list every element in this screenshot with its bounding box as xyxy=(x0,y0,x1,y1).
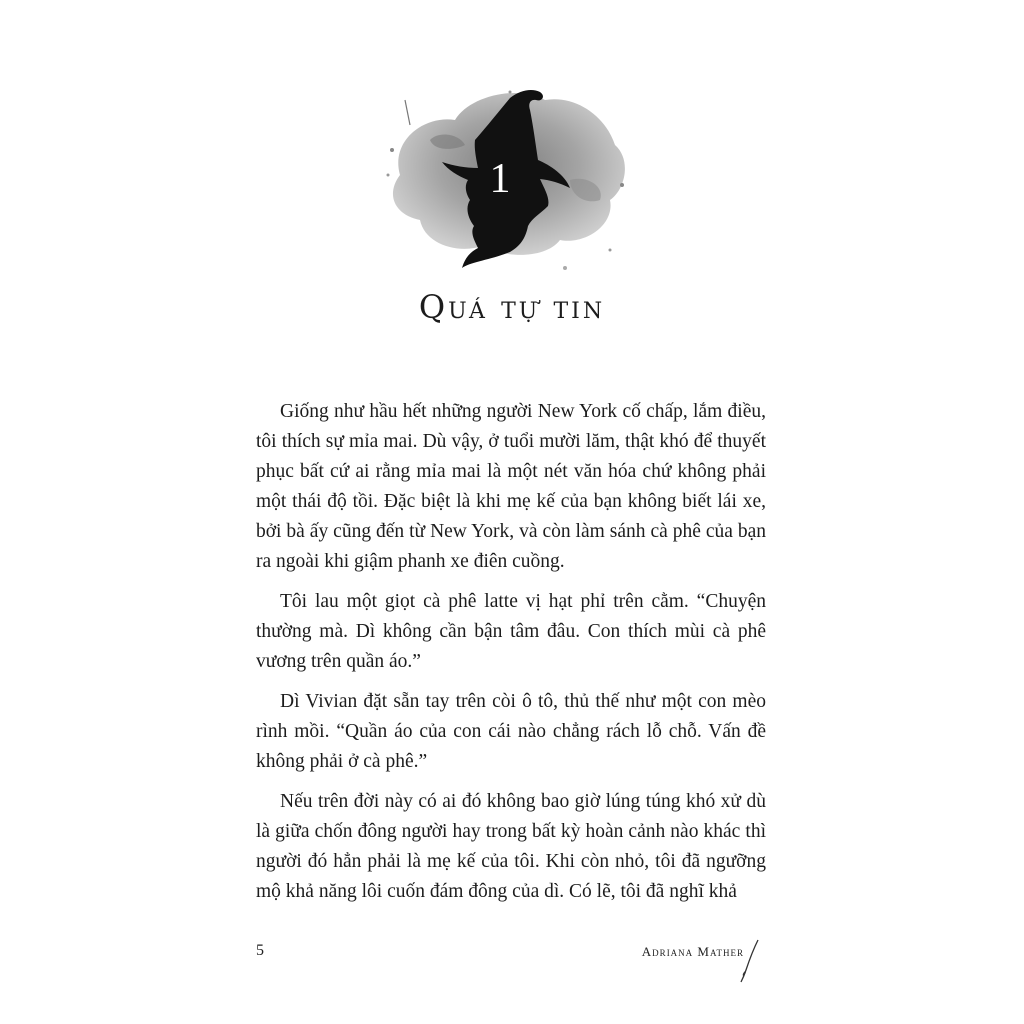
author-name: Adriana Mather xyxy=(641,944,744,959)
paragraph: Giống như hầu hết những người New York cố chấp, lắm điều, tôi thích sự mỉa mai. Dù vậy, ở tuổi mười lăm, thật khó để thuyết phục bất cứ ai rằng mỉa mai là một nét văn hóa chứ không phải một thái độ tồi. Đặc biệt là khi mẹ kế của bạn không biết lái xe, bởi bà ấy cũng đến từ New York, và còn làm sánh cà phê của bạn ra ngoài khi giậm phanh xe điên cuồng. xyxy=(256,401,766,572)
page-number: 5 xyxy=(256,942,264,959)
quill-icon xyxy=(738,938,762,984)
chapter-number: 1 xyxy=(489,156,511,202)
paragraph: Dì Vivian đặt sẵn tay trên còi ô tô, thủ thế như một con mèo rình mồi. “Quần áo của con cái nào chẳng rách lỗ chỗ. Vấn đề không phải ở cà phê.” xyxy=(256,691,766,772)
paragraph: Tôi lau một giọt cà phê latte vị hạt phỉ trên cằm. “Chuyện thường mà. Dì không cần bận tâm đâu. Con thích mùi cà phê vương trên quần áo.” xyxy=(256,591,766,672)
chapter-title: Quá tự tin xyxy=(418,288,606,326)
paragraph: Nếu trên đời này có ai đó không bao giờ lúng túng khó xử dù là giữa chốn đông người hay trong bất kỳ hoàn cảnh nào khác thì người đó hẳn phải là mẹ kế của tôi. Khi còn nhỏ, tôi đã ngưỡng mộ khả năng lôi cuốn đám đông của dì. Có lẽ, tôi đã nghĩ khả xyxy=(256,791,766,902)
chapter-body xyxy=(256,397,766,917)
